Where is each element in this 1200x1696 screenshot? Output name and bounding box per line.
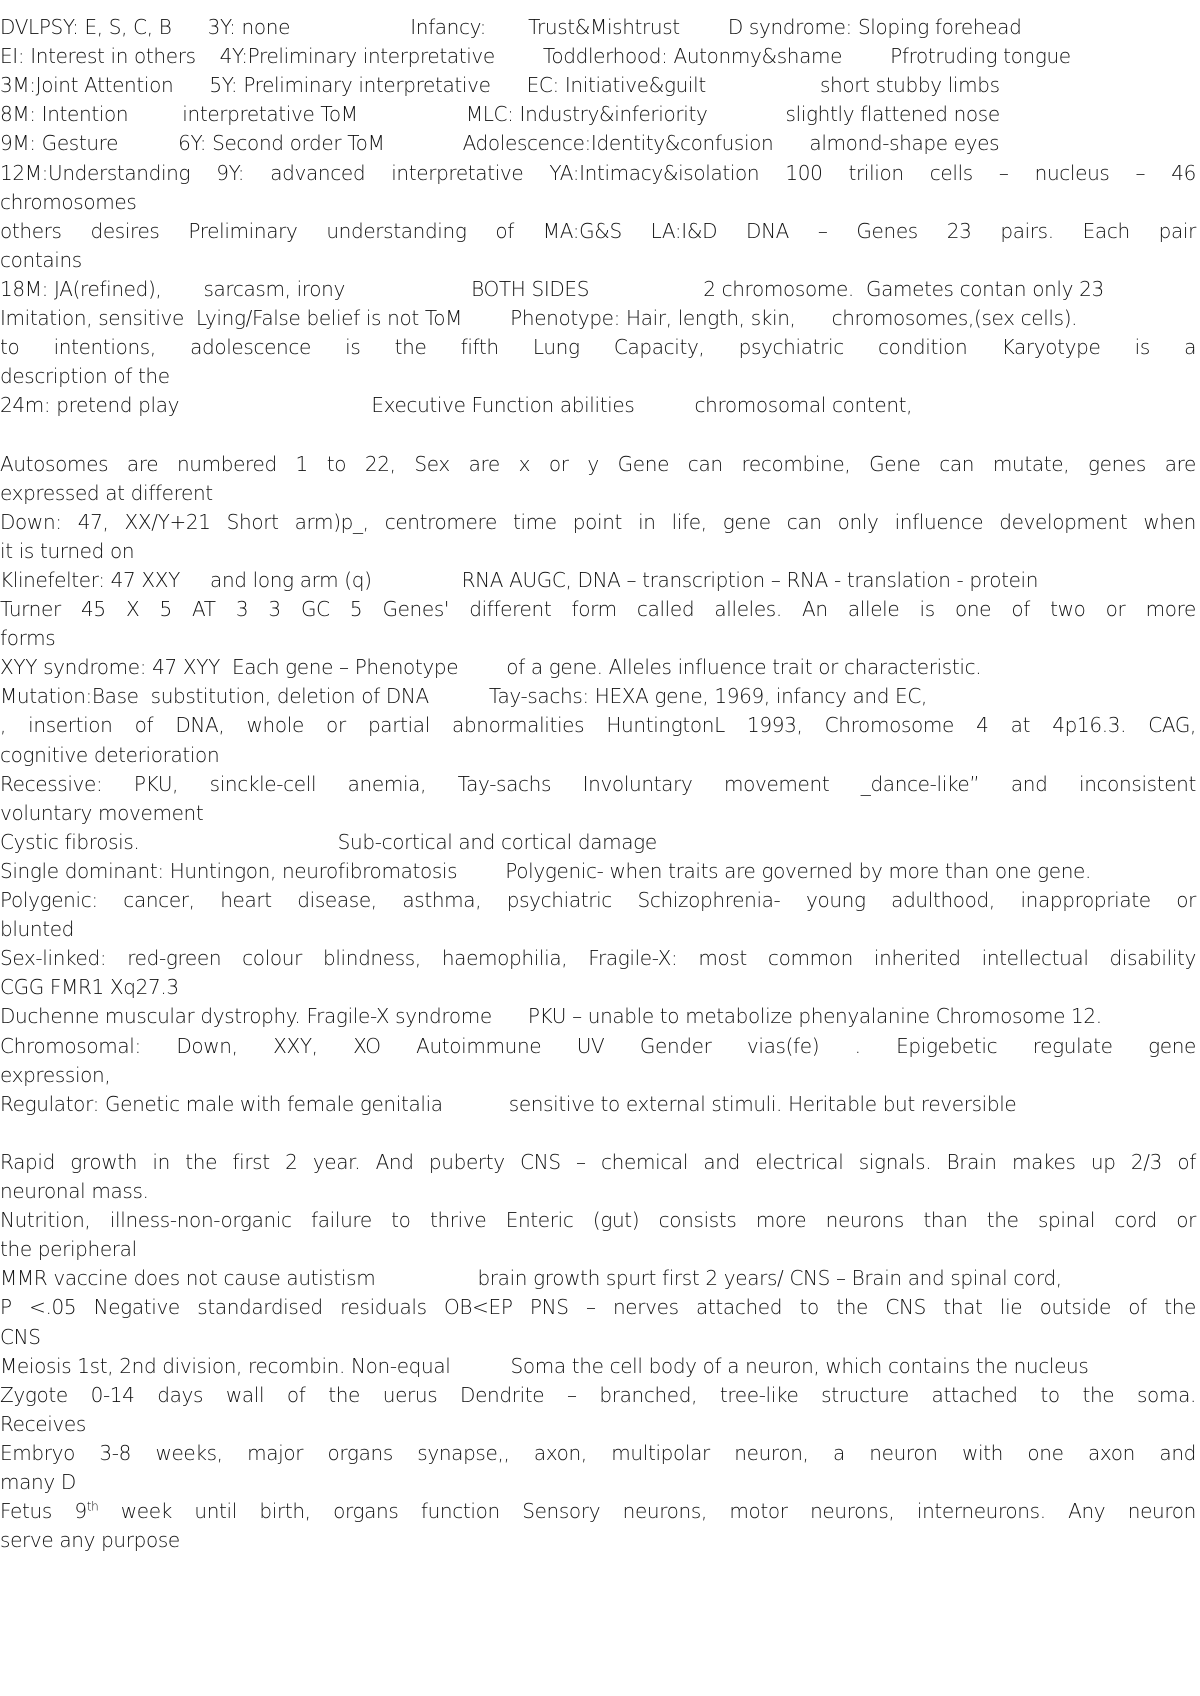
text-line: XYY syndrome: 47 XYY Each gene – Phenotype of a gene. Alleles influence trait or characteristic.	[0, 655, 982, 680]
text-line: Zygote 0-14 days wall of the uerus Dendrite – branched, tree-like structure attached to the soma.	[0, 1382, 1196, 1407]
text-line: Nutrition, illness-non-organic failure to thrive Enteric (gut) consists more neurons than the spinal cord or	[0, 1208, 1196, 1233]
text-line: Polygenic: cancer, heart disease, asthma, psychiatric Schizophrenia- young adulthood, inappropriate or	[0, 888, 1196, 912]
text-line: Regulator: Genetic male with female genitalia sensitive to external stimuli. Heritable but reversible	[0, 1091, 1017, 1116]
text-line: to intentions, adolescence is the fifth Lung Capacity, psychiatric condition Karyotype is a	[0, 335, 1196, 360]
text-line: Turner 45 X 5 AT 3 3 GC 5 Genes' different form called alleles. An allele is one of two or more	[0, 597, 1196, 621]
text-line: it is turned on	[0, 538, 135, 563]
text-line: Meiosis 1st, 2nd division, recombin. Non-equal Soma the cell body of a neuron, which contains the nucleus	[0, 1353, 1089, 1378]
text-line: Embryo 3-8 weeks, major organs synapse,, axon, multipolar neuron, a neuron with one axon and	[0, 1440, 1196, 1465]
text-line: MMR vaccine does not cause autistism brain growth spurt first 2 years/ CNS – Brain and spinal cord,	[0, 1266, 1062, 1291]
text-line: Mutation:Base substitution, deletion of DNA Tay-sachs: HEXA gene, 1969, infancy and EC,	[0, 684, 927, 709]
text-line-suffix: week until birth, organs function Sensory neurons, motor neurons, interneurons. Any neuron	[98, 1499, 1196, 1524]
text-line: Recessive: PKU, sinckle-cell anemia, Tay-sachs Involuntary movement _dance-like” and inconsistent	[0, 771, 1196, 796]
text-line: chromosomes	[0, 189, 137, 214]
text-line: , insertion of DNA, whole or partial abnormalities HuntingtonL 1993, Chromosome 4 at 4p16.3. CAG,	[0, 713, 1196, 738]
text-line: voluntary movement	[0, 800, 204, 825]
text-line: Down: 47, XX/Y+21 Short arm)p_, centromere time point in life, gene can only influence development when	[0, 509, 1196, 534]
text-line: serve any purpose	[0, 1528, 180, 1553]
text-line: 18M: JA(refined), sarcasm, irony BOTH SIDES 2 chromosome. Gametes contan only 23	[0, 276, 1104, 301]
text-line: P <.05 Negative standardised residuals OB<EP PNS – nerves attached to the CNS that lie outside of the	[0, 1295, 1196, 1320]
text-line: 9M: Gesture 6Y: Second order ToM Adolescence:Identity&confusion almond-shape eyes	[0, 131, 1000, 156]
text-line: blunted	[0, 917, 74, 942]
text-line: Sex-linked: red-green colour blindness, haemophilia, Fragile-X: most common inherited intellectual disability	[0, 946, 1196, 971]
text-line: expressed at different	[0, 480, 213, 505]
text-line: Duchenne muscular dystrophy. Fragile-X syndrome PKU – unable to metabolize phenyalanine Chromosome 12.	[0, 1004, 1102, 1029]
text-line: cognitive deterioration	[0, 742, 220, 767]
text-line: Autosomes are numbered 1 to 22, Sex are x or y Gene can recombine, Gene can mutate, genes are	[0, 451, 1196, 476]
text-line: 3M:Joint Attention 5Y: Preliminary interpretative EC: Initiative&guilt short stubby limbs	[0, 73, 1000, 98]
text-line: Cystic fibrosis. Sub-cortical and cortical damage	[0, 829, 657, 854]
text-line: neuronal mass.	[0, 1179, 149, 1203]
text-line: Rapid growth in the first 2 year. And puberty CNS – chemical and electrical signals. Brain makes up 2/3 of	[0, 1149, 1196, 1174]
text-line: description of the	[0, 364, 170, 389]
text-line	[0, 1496, 1196, 1527]
text-line: expression,	[0, 1062, 111, 1087]
text-line: Single dominant: Huntingon, neurofibromatosis Polygenic- when traits are governed by more than one gene.	[0, 858, 1091, 883]
text-line: the peripheral	[0, 1237, 137, 1262]
text-line: 12M:Understanding 9Y: advanced interpretative YA:Intimacy&isolation 100 trilion cells – nucleus – 46	[0, 160, 1196, 185]
text-line: CGG FMR1 Xq27.3	[0, 975, 179, 1000]
text-line-prefix: Fetus 9	[0, 1499, 87, 1524]
text-line: Klinefelter: 47 XXY and long arm (q) RNA AUGC, DNA – transcription – RNA - translation - protein	[0, 567, 1039, 592]
text-line: Chromosomal: Down, XXY, XO Autoimmune UV Gender vias(fe) . Epigebetic regulate gene	[0, 1033, 1196, 1058]
text-line: EI: Interest in others 4Y:Preliminary interpretative Toddlerhood: Autonmy&shame Pfrotruding tongue	[0, 44, 1071, 69]
text-line: Receives	[0, 1411, 86, 1436]
text-line: contains	[0, 247, 82, 272]
text-line: 8M: Intention interpretative ToM MLC: Industry&inferiority slightly flattened nose	[0, 102, 1000, 127]
text-line: CNS	[0, 1324, 41, 1349]
superscript: th	[86, 1499, 99, 1514]
text-line: others desires Preliminary understanding of MA:G&S LA:I&D DNA – Genes 23 pairs. Each pair	[0, 218, 1196, 243]
text-line: many D	[0, 1470, 76, 1494]
text-line: forms	[0, 626, 56, 651]
text-line: 24m: pretend play Executive Function abilities chromosomal content,	[0, 393, 913, 418]
text-line: Imitation, sensitive Lying/False belief is not ToM Phenotype: Hair, length, skin, chromosomes,(sex cells).	[0, 306, 1078, 330]
text-line: DVLPSY: E, S, C, B 3Y: none Infancy: Trust&Mishtrust D syndrome: Sloping forehead	[0, 15, 1022, 39]
